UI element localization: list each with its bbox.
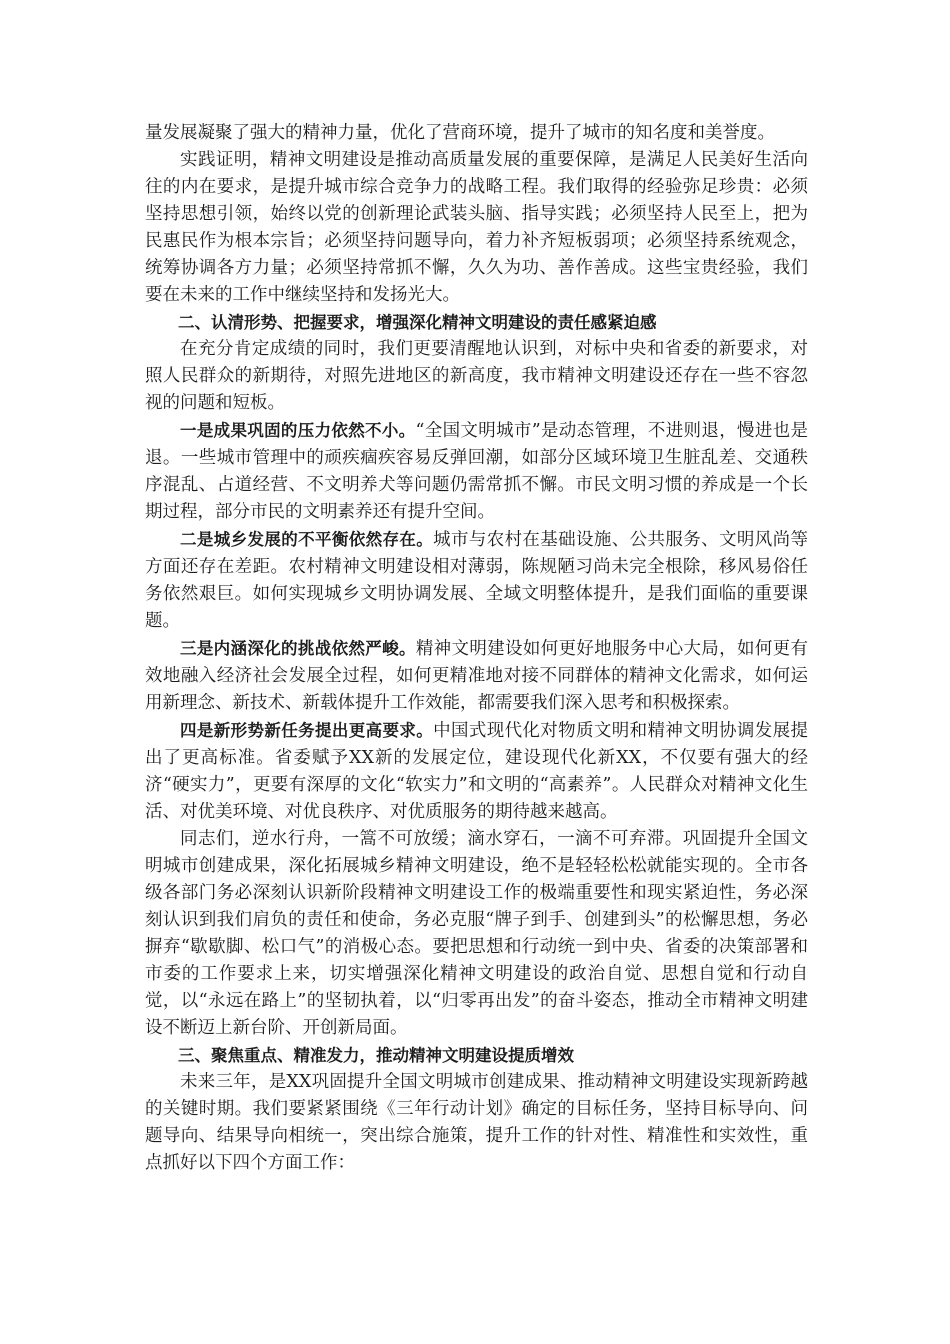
paragraph: 未来三年，是XX巩固提升全国文明城市创建成果、推动精神文明建设实现新跨越的关键时期。我们要紧紧围绕《三年行动计划》确定的目标任务，坚持目标导向、问题导向、结果导向相统一，突出综合施策，提升工作的针对性、精准性和实效性，重点抓好以下四个方面工作： — [145, 1072, 808, 1173]
paragraph-lead: 三是内涵深化的挑战依然严峻。 — [180, 639, 416, 658]
paragraph-lead: 二是城乡发展的不平衡依然存在。 — [180, 530, 434, 549]
document-body — [145, 120, 808, 1177]
paragraph-lead: 一是成果巩固的压力依然不小。 — [180, 421, 416, 440]
paragraph-body: 精神文明建设如何更好地服务中心大局，如何更有效地融入经济社会发展全过程，如何更精准地对接不同群体的精神文化需求，如何运用新理念、新技术、新载体提升工作效能，都需要我们深入思考和积极探索。 — [145, 639, 809, 713]
paragraph: 在充分肯定成绩的同时，我们更要清醒地认识到，对标中央和省委的新要求，对照人民群众的新期待，对照先进地区的新高度，我市精神文明建设还存在一些不容忽视的问题和短板。 — [145, 339, 808, 413]
section-heading: 二、认清形势、把握要求，增强深化精神文明建设的责任感紧迫感 — [178, 313, 657, 332]
paragraph: 实践证明，精神文明建设是推动高质量发展的重要保障，是满足人民美好生活向往的内在要求，是提升城市综合竞争力的战略工程。我们取得的经验弥足珍贵：必须坚持思想引领，始终以党的创新理论武装头脑、指导实践；必须坚持人民至上，把为民惠民作为根本宗旨；必须坚持问题导向，着力补齐短板弱项；必须坚持系统观念，统筹协调各方力量；必须坚持常抓不懈，久久为功、善作善成。这些宝贵经验，我们要在未来的工作中继续坚持和发扬光大。 — [145, 150, 808, 305]
paragraph — [145, 417, 808, 526]
paragraph-body: 城市与农村在基础设施、公共服务、文明风尚等方面还存在差距。农村精神文明建设相对薄弱，陈规陋习尚未完全根除，移风易俗任务依然艰巨。如何实现城乡文明协调发展、全域文明整体提升，是我们面临的重要课题。 — [145, 530, 809, 631]
paragraph — [145, 635, 808, 717]
paragraph: 同志们，逆水行舟，一篙不可放缓；滴水穿石，一滴不可弃滞。巩固提升全国文明城市创建成果，深化拓展城乡精神文明建设，绝不是轻轻松松就能实现的。全市各级各部门务必深刻认识新阶段精神文明建设工作的极端重要性和现实紧迫性，务必深刻认识到我们肩负的责任和使命，务必克服“牌子到手、创建到头”的松懈思想，务必摒弃“歇歇脚、松口气”的消极心态。要把思想和行动统一到中央、省委的决策部署和市委的工作要求上来，切实增强深化精神文明建设的政治自觉、思想自觉和行动自觉，以“永远在路上”的坚韧执着，以“归零再出发”的奋斗姿态，推动全市精神文明建设不断迈上新台阶、开创新局面。 — [145, 829, 808, 1038]
section-heading: 三、聚焦重点、精准发力，推动精神文明建设提质增效 — [178, 1046, 574, 1065]
paragraph-body: “全国文明城市”是动态管理，不进则退，慢进也是退。一些城市管理中的顽疾痼疾容易反弹回潮，如部分区域环境卫生脏乱差、交通秩序混乱、占道经营、不文明养犬等问题仍需常抓不懈。市民文明习惯的养成是一个长期过程，部分市民的文明素养还有提升空间。 — [145, 421, 808, 522]
paragraph — [145, 717, 808, 826]
paragraph-lead: 四是新形势新任务提出更高要求。 — [180, 721, 434, 740]
paragraph-body: 中国式现代化对物质文明和精神文明协调发展提出了更高标准。省委赋予XX新的发展定位，建设现代化新XX，不仅要有强大的经济“硬实力”，更要有深厚的文化“软实力”和文明的“高素养”。人民群众对精神文化生活、对优美环境、对优良秩序、对优质服务的期待越来越高。 — [145, 721, 809, 822]
paragraph — [145, 526, 808, 635]
paragraph: 量发展凝聚了强大的精神力量，优化了营商环境，提升了城市的知名度和美誉度。 — [145, 123, 775, 143]
